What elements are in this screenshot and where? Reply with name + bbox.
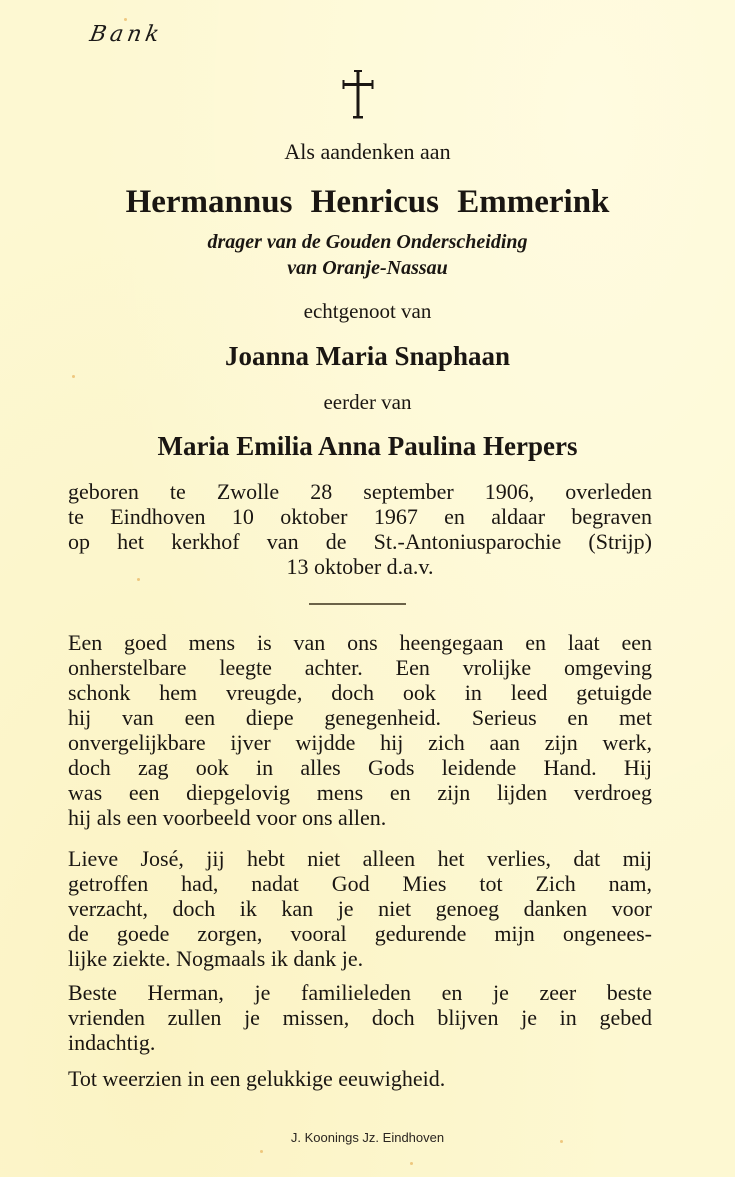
former-spouse-label: eerder van	[323, 390, 412, 414]
paragraph-line: was een diepgelovig mens en zijn lijden verdroeg	[68, 780, 652, 805]
paper-speck	[260, 1150, 263, 1153]
paper-speck	[72, 375, 75, 378]
paper-speck	[410, 1162, 413, 1165]
paragraph-line: hij als een voorbeeld voor ons allen.	[68, 805, 387, 830]
paragraph-line: verzacht, doch ik kan je niet genoeg danken voor	[68, 896, 652, 921]
paragraph-tribute	[68, 630, 652, 830]
handwritten-note: Bank	[87, 22, 166, 47]
paragraph-line: de goede zorgen, vooral gedurende mijn ongenees-	[68, 921, 652, 946]
paper-speck	[124, 18, 127, 21]
cross-icon	[341, 70, 375, 120]
biography-line: geboren te Zwolle 28 september 1906, overleden	[68, 479, 652, 504]
paragraph-line: Lieve José, jij hebt niet alleen het verlies, dat mij	[68, 846, 652, 871]
biography-line: op het kerkhof van de St.-Antoniusparochie (Strijp)	[68, 529, 652, 554]
paragraph-line: Tot weerzien in een gelukkige eeuwigheid.	[68, 1066, 446, 1091]
paper-speck	[560, 1140, 563, 1143]
honor-line: van Oranje-Nassau	[287, 257, 448, 279]
paragraph-line: lijke ziekte. Nogmaals ik dank je.	[68, 946, 364, 971]
paragraph-line: doch zag ook in alles Gods leidende Hand. Hij	[68, 755, 652, 780]
paragraph-line: Beste Herman, je familieleden en je zeer beste	[68, 980, 652, 1005]
spouse-name: Joanna Maria Snaphaan	[224, 341, 511, 371]
paragraph-line: onvergelijkbare ijver wijdde hij zich aan zijn werk,	[68, 730, 652, 755]
paragraph-to-wife	[68, 846, 652, 971]
paragraph-line: getroffen had, nadat God Mies tot Zich nam,	[68, 871, 652, 896]
spouse-label: echtgenoot van	[303, 299, 432, 323]
honor-line: drager van de Gouden Onderscheiding	[207, 231, 528, 253]
biography	[68, 479, 652, 579]
paragraph-line: onherstelbare leegte achter. Een vrolijke omgeving	[68, 655, 652, 680]
former-spouse-name: Maria Emilia Anna Paulina Herpers	[157, 431, 578, 461]
paragraph-line: hij van een diepe genegenheid. Serieus en met	[68, 705, 652, 730]
paragraph-line: indachtig.	[68, 1030, 156, 1055]
paragraph-line: Een goed mens is van ons heengegaan en laat een	[68, 630, 652, 655]
biography-line: 13 oktober d.a.v.	[286, 554, 434, 579]
biography-line: te Eindhoven 10 oktober 1967 en aldaar begraven	[68, 504, 652, 529]
paper-speck	[137, 578, 140, 581]
paragraph-line: vrienden zullen je missen, doch blijven je in gebed	[68, 1005, 652, 1030]
printer-credit: J. Koonings Jz. Eindhoven	[290, 1130, 445, 1145]
paragraph-line: schonk hem vreugde, doch ook in leed getuigde	[68, 680, 652, 705]
paragraph-to-family	[68, 980, 652, 1055]
paragraph-farewell	[68, 1066, 652, 1091]
honor-text	[0, 229, 735, 281]
deceased-name: Hermannus Henricus Emmerink	[125, 184, 610, 220]
intro-text: Als aandenken aan	[284, 139, 451, 164]
divider	[309, 603, 406, 605]
